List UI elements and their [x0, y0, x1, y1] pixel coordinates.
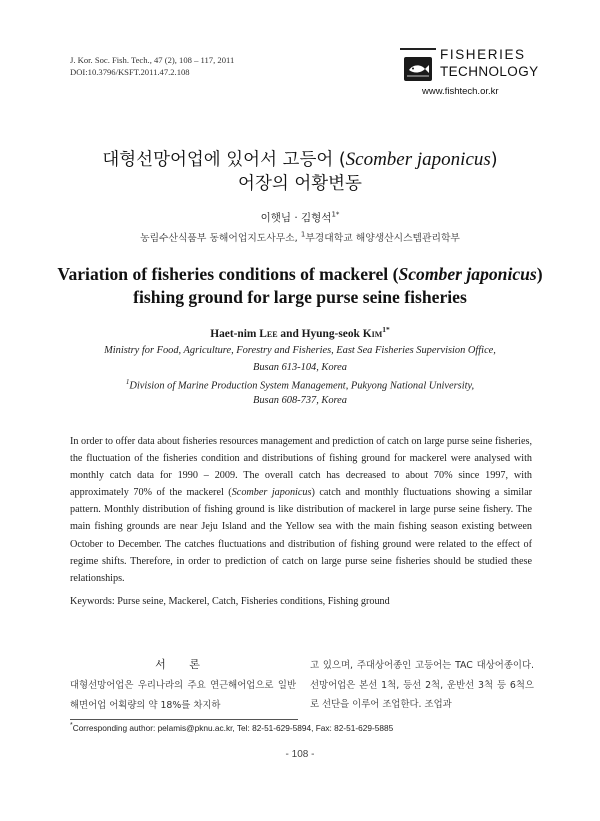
korean-title-text: 대형선망어업에 있어서 고등어 (: [102, 150, 346, 170]
korean-affiliation-1: 농림수산식품부 동해어업지도사무소,: [140, 233, 301, 244]
footnote-rule: [70, 719, 298, 720]
author1-family-name: Lee: [259, 327, 278, 340]
journal-line: J. Kor. Soc. Fish. Tech., 47 (2), 108 – 117, 2011: [70, 55, 235, 65]
korean-title-species: Scomber japonicus: [345, 149, 491, 170]
doi-line: DOI:10.3796/KSFT.2011.47.2.108: [70, 67, 190, 77]
body-left-column: 대형선망어업은 우리나라의 주요 연근해어업으로 일반해면어업 어획량의 약 18%를 차지하: [70, 680, 296, 711]
author2-mark: 1*: [382, 325, 390, 334]
author-conjunction: and: [277, 327, 302, 340]
logo-word-fisheries: FISHERIES: [440, 47, 526, 62]
affiliation2-text: Division of Marine Production System Management, Pukyong National University,: [129, 380, 475, 392]
korean-authors: [0, 210, 600, 225]
author1-given-name: Haet-nim: [210, 327, 260, 340]
abstract-text-1: In order to offer data about fisheries resources management and prediction of catch on large purse seine fisheries, the fluctuation of the fisheries condition and distributions of fishing ground for mackerel were analysed with monthly catch data for 1990 – 2009. The overall catch has decreased to about 70% since 1997, with approximately 70% of the mackerel (: [70, 436, 532, 499]
korean-author-mark: 1*: [331, 210, 340, 219]
english-title-species: Scomber japonicus: [398, 264, 537, 284]
korean-title-line2: 어장의 어황변동: [238, 174, 362, 194]
korean-affiliation-2: 부경대학교 해양생산시스템관리학부: [305, 233, 460, 244]
body-right-column: 고 있으며, 주대상어종인 고등어는 TAC 대상어종이다. 선망어업은 본선 1척, 등선 2척, 운반선 3척 등 6척으로 선단을 이루어 조업한다. 조업과: [310, 660, 534, 710]
journal-url: www.fishtech.or.kr: [422, 86, 499, 97]
keywords: Keywords: Purse seine, Mackerel, Catch, Fisheries conditions, Fishing ground: [70, 596, 390, 607]
corresponding-author-footnote: [70, 722, 393, 733]
journal-citation: [70, 54, 234, 78]
korean-affiliation-mark: 1: [300, 230, 306, 239]
english-title-line2: fishing ground for large purse seine fisheries: [133, 287, 467, 307]
abstract-text-2: ) catch and monthly fluctuations showing a similar pattern. Monthly distribution of fishing ground is like distribution of mackerel in large purse seine fishery. The main fishing grounds are near Jeju Island and the Yellow sea with the main fishing season existing between October to December. The catches fluctuations and distribution of fishing ground were related to the effect of regime shifts. Therefore, in order to prediction of catch on large purse seine fisheries should be studied these relationships.: [70, 487, 533, 584]
korean-title-line1: [0, 146, 600, 171]
footnote-mark: *: [70, 722, 73, 729]
korean-author-names: 이햇님 · 김형석: [260, 212, 332, 224]
affiliation1-line1: Ministry for Food, Agriculture, Forestry and Fisheries, East Sea Fisheries Supervision Office,: [104, 345, 496, 356]
fish-emblem-icon: [403, 56, 433, 82]
abstract: [70, 433, 532, 587]
english-title-close: ): [536, 264, 543, 284]
affiliation2-line2: Busan 608-737, Korea: [253, 395, 347, 406]
section-heading-introduction: 서 론: [155, 658, 210, 671]
affiliation2-mark: 1: [125, 378, 130, 386]
author2-given-name: Hyung-seok: [301, 327, 363, 340]
english-authors: [0, 325, 600, 340]
korean-title-close: ): [490, 150, 498, 170]
author2-family-name: Kim: [362, 327, 383, 340]
abstract-species: Scomber japonicus: [231, 487, 312, 499]
affiliation2-line1: [0, 378, 600, 391]
page-number: - 108 -: [285, 749, 315, 760]
logo-word-technology: TECHNOLOGY: [440, 64, 539, 79]
english-title-line1: [0, 264, 600, 285]
logo-rule: [400, 48, 436, 50]
journal-logo: [400, 46, 539, 98]
english-title-text: Variation of fisheries conditions of mackerel (: [57, 264, 399, 284]
footnote-text: Corresponding author: pelamis@pknu.ac.kr, Tel: 82-51-629-5894, Fax: 82-51-629-5885: [72, 722, 394, 733]
korean-affiliations: [0, 230, 600, 244]
affiliation1-line2: Busan 613-104, Korea: [253, 362, 347, 373]
